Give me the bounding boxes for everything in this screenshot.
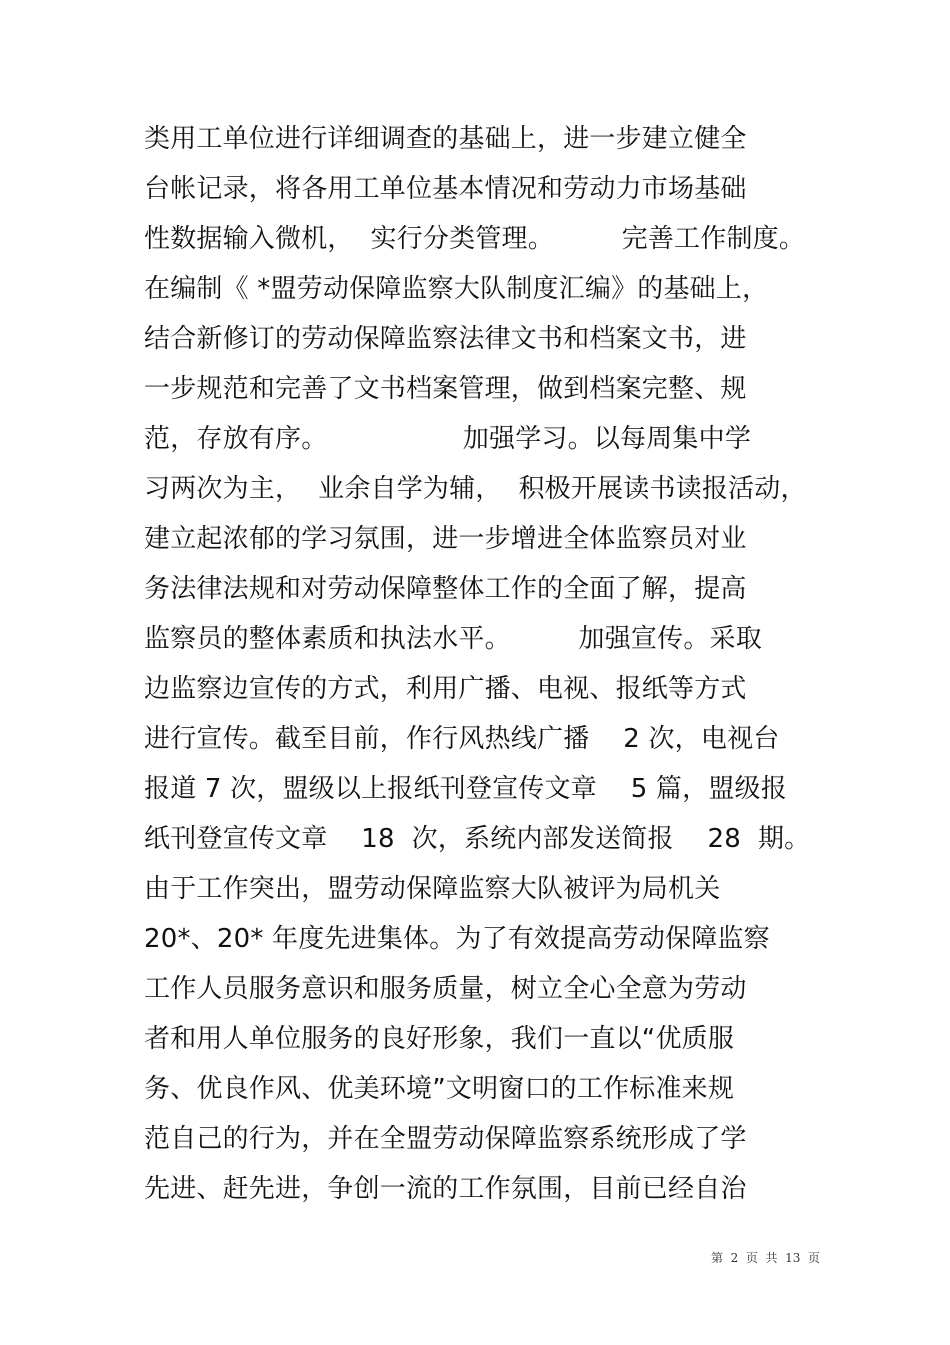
text-line: 范自己的行为，并在全盟劳动保障监察系统形成了学 [144, 1124, 747, 1154]
text-line: 务法律法规和对劳动保障整体工作的全面了解，提高 [144, 574, 747, 604]
text-line: 一步规范和完善了文书档案管理，做到档案完整、规 [144, 374, 747, 404]
text-line: 先进、赶先进，争创一流的工作氛围，目前已经自治 [144, 1174, 747, 1204]
text-line: 20*、20* 年度先进集体。为了有效提高劳动保障监察 [144, 924, 770, 954]
text-line: 结合新修订的劳动保障监察法律文书和档案文书，进 [144, 324, 747, 354]
text-line: 范，存放有序。 加强学习。以每周集中学 [144, 424, 752, 454]
text-line: 务、优良作风、优美环境”文明窗口的工作标准来规 [144, 1074, 735, 1104]
text-line: 由于工作突出，盟劳动保障监察大队被评为局机关 [144, 874, 721, 904]
text-line: 进行宣传。截至目前，作行风热线广播 2 次，电视台 [144, 724, 780, 754]
text-line: 习两次为主， 业余自学为辅， 积极开展读书读报活动， [144, 474, 807, 504]
text-line: 者和用人单位服务的良好形象，我们一直以“优质服 [144, 1024, 735, 1054]
page-number: 第 2 页 共 13 页 [710, 1251, 820, 1265]
text-line: 建立起浓郁的学习氛围，进一步增进全体监察员对业 [144, 524, 747, 554]
text-line: 纸刊登宣传文章 18 次，系统内部发送简报 28 期。 [144, 824, 811, 854]
text-line: 边监察边宣传的方式，利用广播、电视、报纸等方式 [144, 674, 747, 704]
text-line: 报道 7 次，盟级以上报纸刊登宣传文章 5 篇，盟级报 [144, 774, 787, 804]
text-line: 工作人员服务意识和服务质量，树立全心全意为劳动 [144, 974, 747, 1004]
body-text [144, 114, 824, 1214]
text-line: 在编制《 *盟劳动保障监察大队制度汇编》的基础上， [144, 274, 769, 304]
text-line: 类用工单位进行详细调查的基础上，进一步建立健全 [144, 124, 747, 154]
text-line: 监察员的整体素质和执法水平。 加强宣传。采取 [144, 624, 762, 654]
text-line: 台帐记录，将各用工单位基本情况和劳动力市场基础 [144, 174, 747, 204]
text-line: 性数据输入微机， 实行分类管理。 完善工作制度。 [144, 224, 806, 254]
